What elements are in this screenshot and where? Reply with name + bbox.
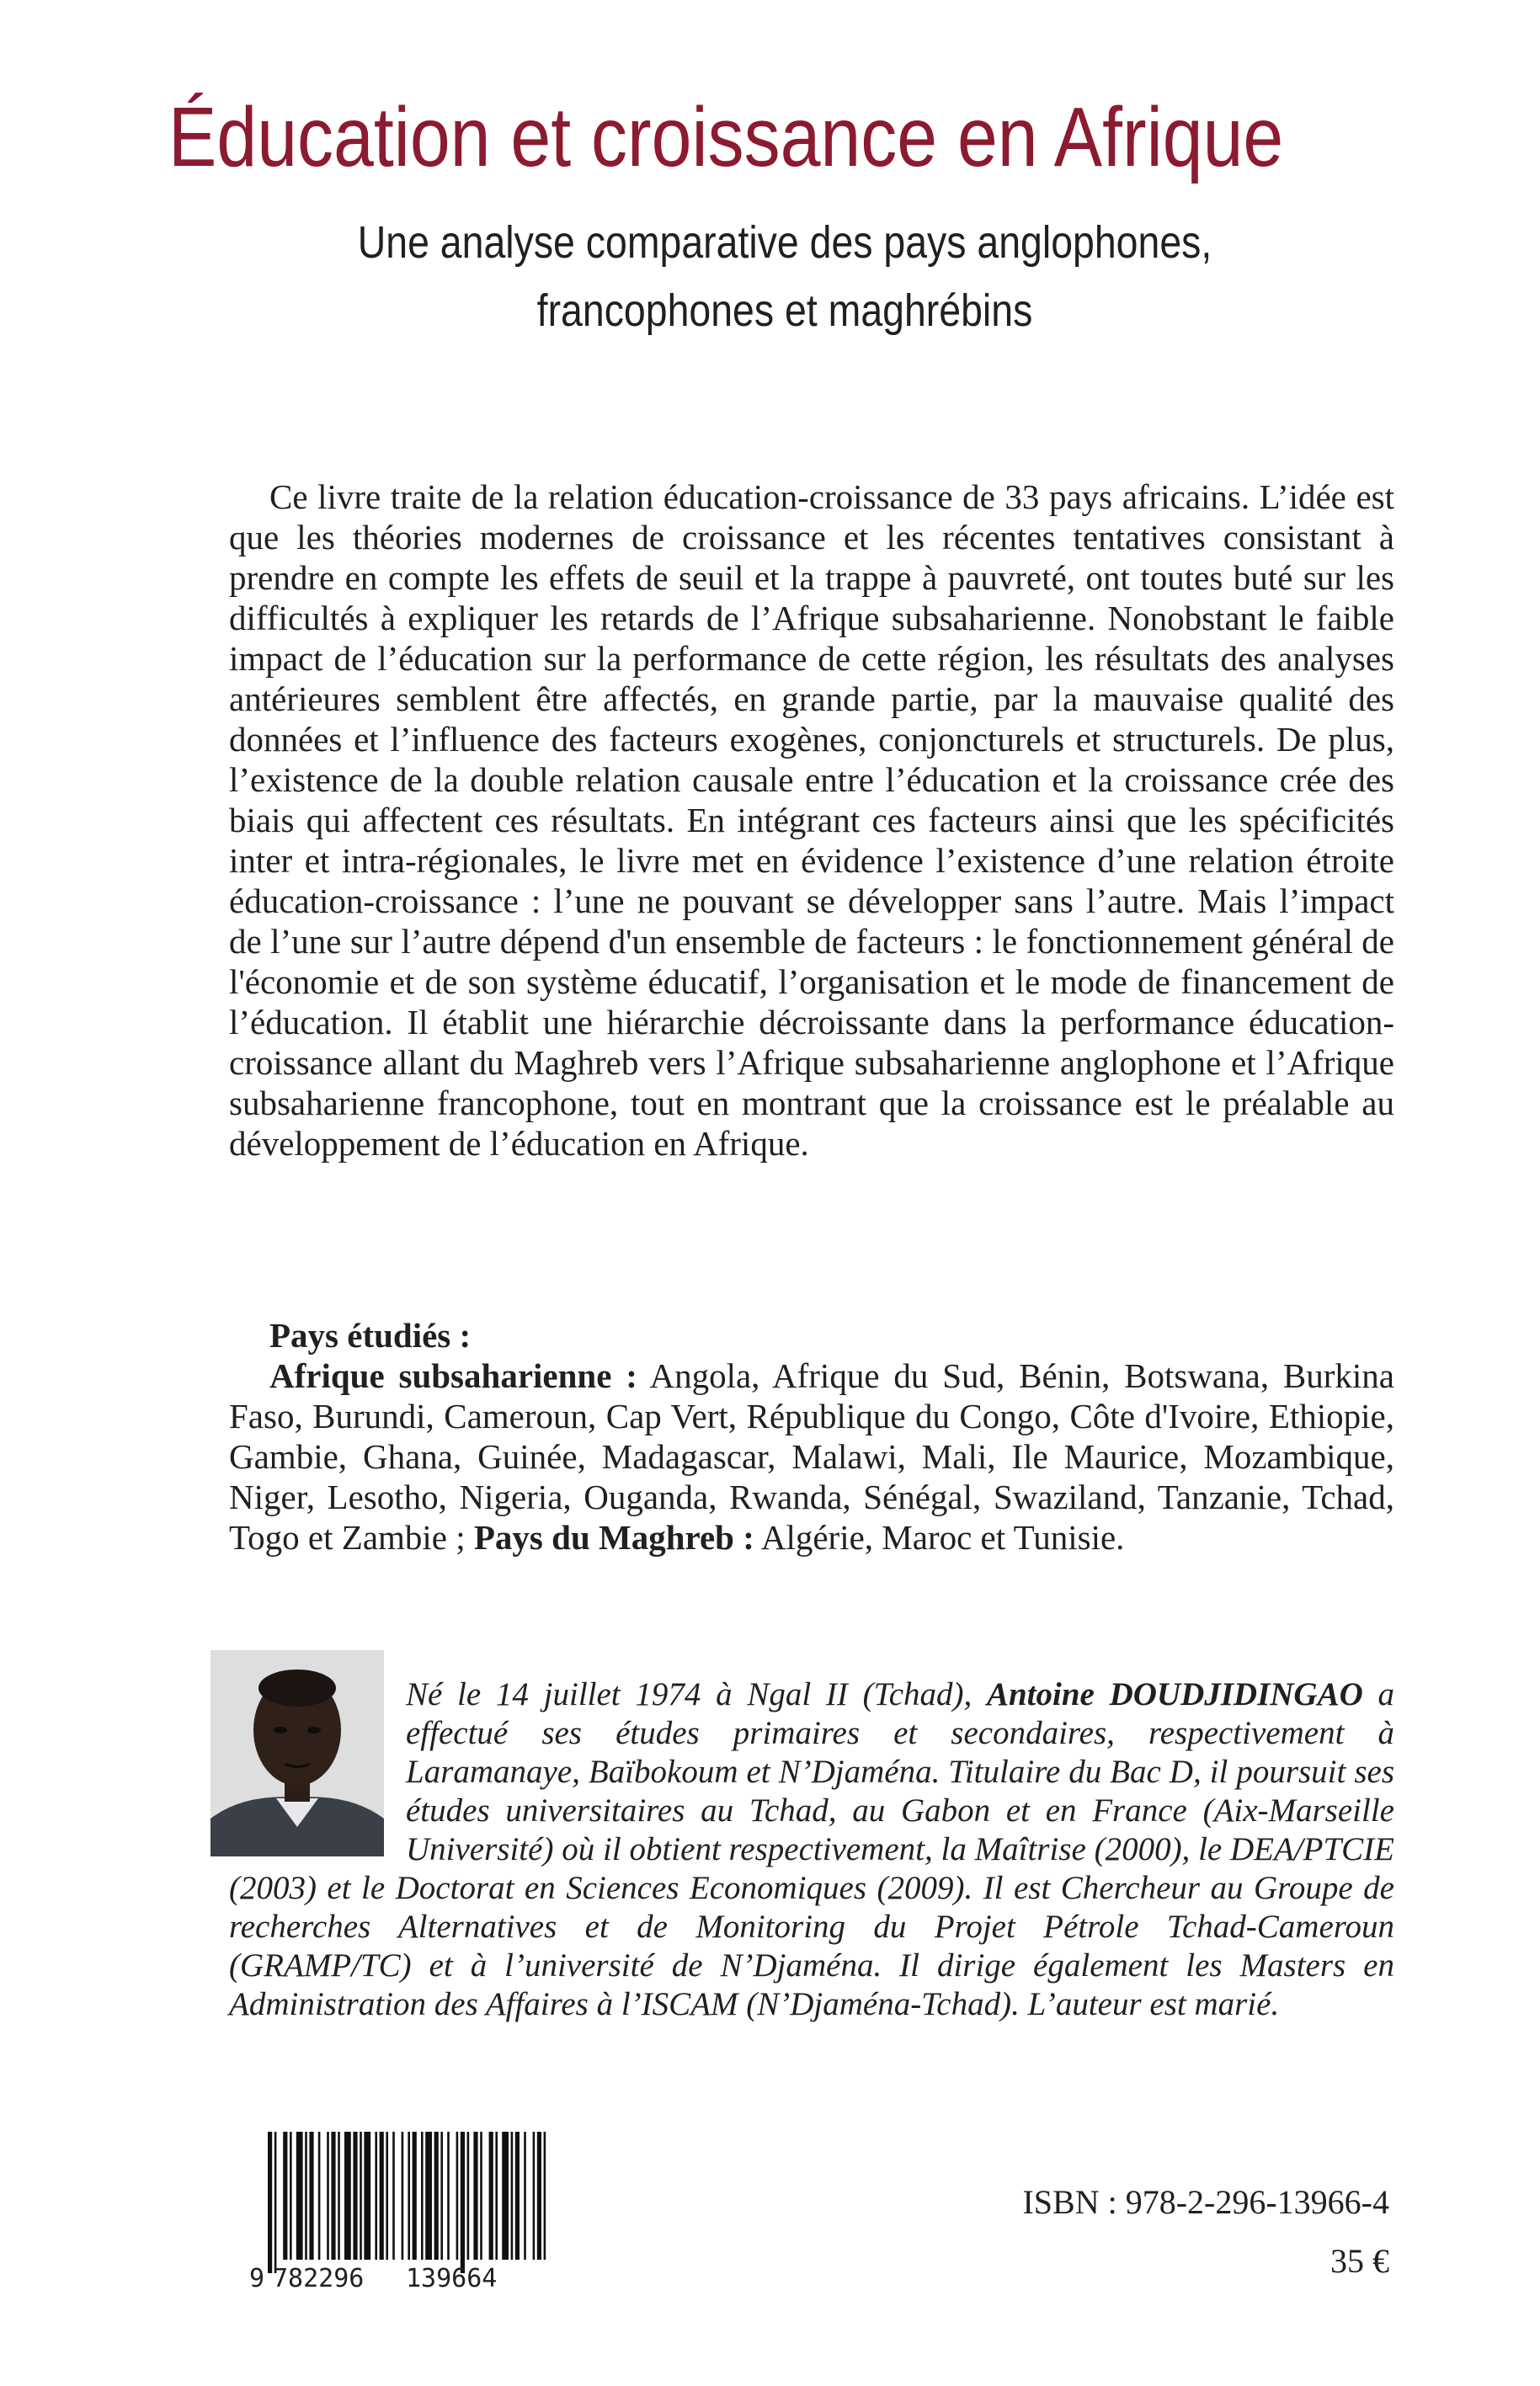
isbn: ISBN : 978-2-296-13966-4: [1022, 2183, 1389, 2221]
barcode-bar: [461, 2132, 465, 2273]
barcode-bar: [386, 2132, 388, 2260]
barcode-bar: [408, 2132, 410, 2260]
barcode-group-1: 782296: [273, 2264, 365, 2292]
barcode-bar: [290, 2132, 292, 2260]
barcode-bar: [344, 2132, 351, 2260]
bio-rest: a effectué ses études primaires et secondaires, respectivement à Laramanaye, Baïbokoum et N’Djaména. Titulaire du Bac D, il poursuit ses études universitaires au Tchad, au Gabon et en France (Aix-Marseille Université) où il obtient respectivement, la Maîtrise (2000), le DEA/PTCIE (2003) et le Doctorat en Sciences Economiques (2009). Il est Chercheur au Groupe de recherches Alternatives et de Monitoring du Projet Pétrole Tchad-Cameroun (GRAMP/TC) et à l’université de N’Djaména. Il dirige également les Masters en Administration des Affaires à l’ISCAM (N’Djaména-Tchad). L’auteur est marié.: [229, 1676, 1394, 2022]
barcode-bar: [515, 2132, 520, 2260]
countries-list: [229, 1355, 1394, 1558]
summary-paragraph: Ce livre traite de la relation éducation-croissance de 33 pays africains. L’idée est que les théories modernes de croissance et les récentes tentatives consistant à prendre en compte les effets de seuil et la trappe à pauvreté, ont toutes buté sur les difficultés à expliquer les retards de l’Afrique subsaharienne. Nonobstant le faible impact de l’éducation sur la performance de cette région, les résultats des analyses antérieures semblent être affectés, en grande partie, par la mauvaise qualité des données et l’influence des facteurs exogènes, conjoncturels et structurels. De plus, l’existence de la double relation causale entre l’éducation et la croissance crée des biais qui affectent ces résultats. En intégrant ces facteurs ainsi que les spécificités inter et intra-régionales, le livre met en évidence l’existence d’une relation étroite éducation-croissance : l’une ne pouvant se développer sans l’autre. Mais l’impact de l’une sur l’autre dépend d'un ensemble de facteurs : le fonctionnement général de l'économie et de son système éducatif, l’organisation et le mode de financement de l’éducation. Il établit une hiérarchie décroissante dans la performance éducation-croissance allant du Maghreb vers l’Afrique subsaharienne anglophone et l’Afrique subsaharienne francophone, tout en montrant que la croissance est le préalable au développement de l’éducation en Afrique.: [229, 477, 1394, 1163]
barcode-bar: [360, 2132, 362, 2260]
barcode-bar: [544, 2132, 546, 2260]
barcode-bar: [318, 2132, 321, 2260]
barcode-bar: [421, 2132, 424, 2260]
barcode-bar: [434, 2132, 439, 2260]
maghreb-label: Pays du Maghreb :: [473, 1518, 754, 1557]
barcode-bar: [331, 2132, 335, 2260]
barcode-bar: [353, 2132, 357, 2260]
book-subtitle: [278, 209, 1436, 345]
barcode-bar: [364, 2132, 370, 2260]
price: 35 €: [1330, 2242, 1389, 2280]
barcode-group-2: 139664: [406, 2264, 498, 2292]
barcode-bar: [296, 2132, 303, 2260]
barcode-bar: [309, 2132, 313, 2260]
barcode-bar: [502, 2132, 509, 2260]
barcode-bar: [495, 2132, 498, 2260]
author-bio: [229, 1675, 1394, 2024]
barcode-first-digit: 9: [249, 2264, 265, 2292]
barcode-bar: [524, 2132, 526, 2260]
barcode-bar: [392, 2132, 395, 2260]
photo-spacer: [229, 1675, 406, 1866]
barcode-bar: [456, 2132, 459, 2260]
barcode-bar: [533, 2132, 536, 2260]
subtitle-line-1: Une analyse comparative des pays anglophones,: [357, 217, 1212, 268]
barcode-bar: [425, 2132, 432, 2260]
subtitle-line-2: francophones et maghrébins: [536, 285, 1033, 336]
barcode: [249, 2132, 552, 2292]
barcode-bar: [467, 2132, 470, 2260]
barcode-bars: [268, 2132, 546, 2273]
countries-heading: Pays étudiés :: [269, 1316, 472, 1355]
barcode-bar: [413, 2132, 417, 2260]
author-name: Antoine DOUDJIDINGAO: [986, 1676, 1363, 1712]
barcode-bar: [402, 2132, 404, 2260]
ssa-countries: Angola, Afrique du Sud, Bénin, Botswana, Burkina Faso, Burundi, Cameroun, Cap Vert, République du Congo, Côte d'Ivoire, Ethiopie, Gambie, Ghana, Guinée, Madagascar, Malawi, Mali, Ile Maurice, Mozambique, Niger, Lesotho, Nigeria, Ouganda, Rwanda, Sénégal, Swaziland, Tanzanie, Tchad, Togo et Zambie ;: [229, 1356, 1395, 1557]
barcode-bar: [375, 2132, 377, 2260]
barcode-bar: [480, 2132, 482, 2260]
maghreb-countries: Algérie, Maroc et Tunisie.: [754, 1518, 1125, 1557]
barcode-bar: [268, 2132, 272, 2273]
barcode-bar: [274, 2132, 277, 2273]
barcode-bar: [283, 2132, 287, 2260]
barcode-bar: [338, 2132, 340, 2260]
barcode-bar: [489, 2132, 493, 2260]
barcode-bar: [447, 2132, 450, 2260]
barcode-bar: [511, 2132, 514, 2260]
barcode-bar: [305, 2132, 307, 2260]
barcode-bar: [473, 2132, 477, 2260]
barcode-bar: [380, 2132, 384, 2260]
barcode-bar: [440, 2132, 443, 2260]
barcode-bar: [537, 2132, 541, 2260]
barcode-bar: [327, 2132, 329, 2260]
bio-intro: Né le 14 juillet 1974 à Ngal II (Tchad),: [406, 1676, 987, 1712]
ssa-label: Afrique subsaharienne :: [269, 1356, 637, 1395]
book-title: Éducation et croissance en Afrique: [168, 90, 1284, 184]
countries-section: [229, 1315, 1394, 1558]
